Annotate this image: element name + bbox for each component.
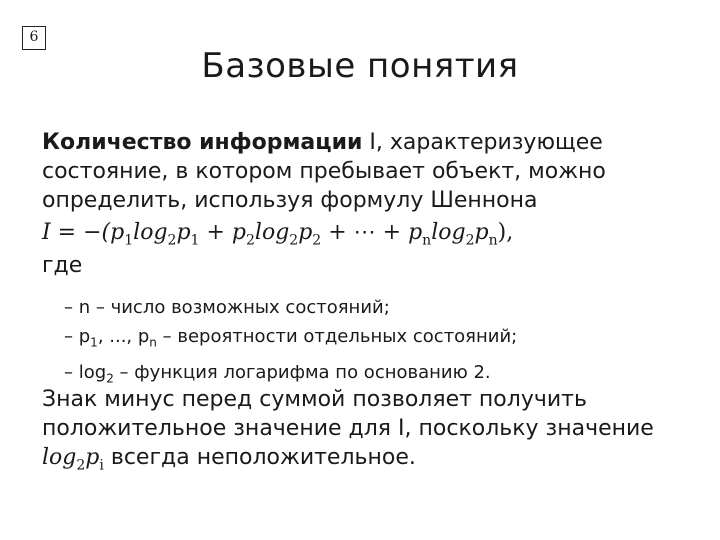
- list-sub: n: [149, 335, 157, 350]
- list-symbol: , ..., p: [97, 326, 150, 347]
- formula-p: p: [474, 220, 489, 245]
- formula-close: ),: [497, 220, 514, 245]
- conclusion-paragraph: [42, 385, 682, 480]
- formula-sub: 2: [245, 232, 255, 249]
- formula-p: p: [176, 220, 191, 245]
- formula-log: log: [431, 220, 466, 245]
- list-dash: –: [64, 361, 79, 383]
- inline-formula: [42, 445, 104, 474]
- list-symbol: n: [78, 297, 91, 318]
- formula-p: p: [85, 445, 100, 470]
- intro-paragraph: [42, 128, 682, 215]
- formula-p: p: [231, 220, 246, 245]
- list-symbol: p: [78, 326, 91, 347]
- list-text: – число возможных состояний;: [90, 297, 390, 318]
- formula-p: p: [110, 220, 125, 245]
- where-label: где: [42, 253, 83, 278]
- list-symbol: log: [78, 361, 107, 383]
- term-bold: Количество информации: [42, 130, 363, 155]
- formula-sub: i: [99, 457, 104, 474]
- formula-lhs: I = −(: [42, 220, 111, 245]
- conclusion-text: всегда неположительное.: [103, 445, 416, 470]
- list-dash: –: [64, 326, 79, 347]
- list-sub: 2: [106, 371, 114, 386]
- shannon-formula: [42, 220, 692, 248]
- formula-sub: 2: [76, 457, 86, 474]
- formula-sub: 1: [124, 232, 134, 249]
- formula-sub: n: [422, 232, 432, 249]
- formula-plus: + ⋯ +: [321, 220, 409, 245]
- formula-log: log: [133, 220, 168, 245]
- list-text: – функция логарифма по основанию 2.: [113, 361, 491, 383]
- list-dash: –: [64, 297, 79, 318]
- formula-p: p: [298, 220, 313, 245]
- formula-sub: 2: [167, 232, 177, 249]
- slide-title: Базовые понятия: [201, 46, 519, 86]
- list-item: [64, 322, 517, 358]
- definitions-list: [64, 293, 517, 393]
- list-text: – вероятности отдельных состояний;: [156, 326, 518, 347]
- formula-sub: n: [488, 232, 498, 249]
- formula-p: p: [408, 220, 423, 245]
- slide-number: 6: [22, 26, 46, 50]
- intro-text: I, характеризующее состояние, в котором пребывает объект, можно определить, используя формулу Шеннона: [42, 130, 606, 213]
- list-sub: 1: [90, 335, 98, 350]
- formula-sub: 2: [312, 232, 322, 249]
- formula-sub: 1: [190, 232, 200, 249]
- conclusion-text: Знак минус перед суммой позволяет получить положительное значение для I, поскольку значение: [42, 387, 654, 441]
- formula-sub: 2: [289, 232, 299, 249]
- formula-plus: +: [199, 220, 232, 245]
- list-item: [64, 293, 517, 322]
- formula-sub: 2: [465, 232, 475, 249]
- formula-log: log: [42, 445, 77, 470]
- formula-log: log: [254, 220, 290, 245]
